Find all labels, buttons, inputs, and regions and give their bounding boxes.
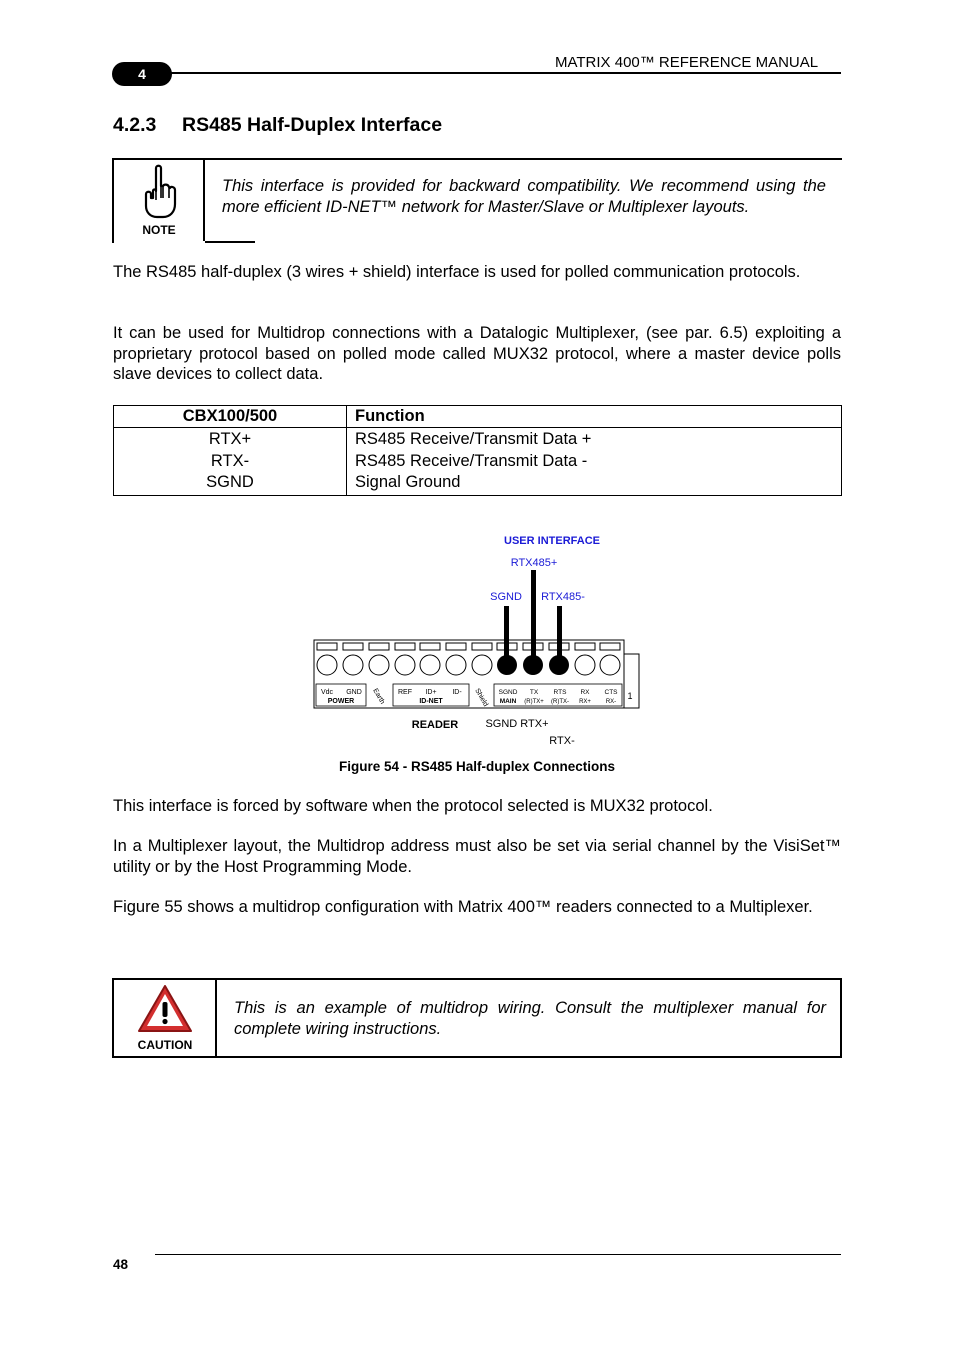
footer-rule bbox=[155, 1254, 841, 1255]
pin-function: RS485 Receive/Transmit Data + bbox=[355, 430, 592, 448]
section-heading bbox=[113, 114, 442, 137]
terminal-label: GND bbox=[346, 689, 362, 696]
section-number: 4.2.3 bbox=[113, 114, 157, 136]
figure-caption: Figure 54 - RS485 Half-duplex Connections bbox=[338, 759, 616, 774]
user-interface-label: USER INTERFACE bbox=[504, 535, 600, 547]
table-cell-functions bbox=[347, 428, 842, 496]
wire-label-sgnd: SGND bbox=[490, 591, 522, 603]
manual-title: MATRIX 400™ REFERENCE MANUAL bbox=[555, 54, 819, 71]
pin-function: Signal Ground bbox=[355, 473, 461, 491]
paragraph-rs485-intro: The RS485 half-duplex (3 wires + shield) interface is used for polled communication protocols. bbox=[113, 263, 801, 281]
reader-pins-label: SGND RTX+ bbox=[485, 718, 549, 730]
paragraph-mux32: This interface is forced by software when the protocol selected is MUX32 protocol. bbox=[113, 797, 713, 815]
wiring-diagram bbox=[300, 525, 660, 755]
terminal-label: SGND bbox=[498, 689, 518, 696]
wire-label-rtx-plus: RTX485+ bbox=[510, 557, 558, 569]
header-rule bbox=[150, 72, 841, 74]
terminal-label: TX bbox=[529, 689, 539, 696]
pin-function: RS485 Receive/Transmit Data - bbox=[355, 451, 588, 470]
pin-name: SGND bbox=[206, 473, 254, 491]
terminal-label: ID+ bbox=[425, 689, 437, 696]
terminal-label: CTS bbox=[604, 689, 618, 696]
paragraph-figure-reference: Figure 55 shows a multidrop configuration with Matrix 400™ readers connected to a Multiplexer. bbox=[113, 898, 813, 916]
reader-pin-rtx-minus: RTX- bbox=[549, 735, 575, 747]
wire-label-rtx-minus: RTX485- bbox=[541, 591, 585, 603]
note-divider bbox=[203, 160, 205, 241]
note-text: This interface is provided for backward compatibility. We recommend using the more efficient ID-NET™ network for Master/Slave or Multiplexer layouts. bbox=[222, 177, 826, 216]
terminal-sublabel: RX- bbox=[605, 699, 617, 705]
note-box bbox=[112, 158, 842, 243]
table-cell-pins bbox=[114, 428, 347, 496]
table-header-cell: CBX100/500 bbox=[114, 406, 347, 428]
terminal-label: RTS bbox=[553, 689, 567, 696]
table-header-cell: Function bbox=[347, 406, 842, 428]
chapter-badge: 4 bbox=[112, 62, 172, 86]
terminal-label: REF bbox=[398, 689, 412, 696]
section-title: RS485 Half-Duplex Interface bbox=[182, 114, 443, 136]
terminal-sublabel: (R)TX+ bbox=[524, 699, 544, 705]
terminal-label: Shield bbox=[473, 687, 490, 708]
page-number: 48 bbox=[113, 1257, 129, 1272]
table-header-row bbox=[114, 406, 842, 428]
caution-label: CAUTION bbox=[137, 1038, 193, 1052]
pin-table bbox=[113, 405, 842, 496]
paragraph-multiplexer-address: In a Multiplexer layout, the Multidrop address must also be set via serial channel by the VisiSet™ utility or by the Host Programming Mode. bbox=[113, 837, 841, 876]
paragraph-multidrop: It can be used for Multidrop connections with a Datalogic Multiplexer, (see par. 6.5) exploiting a proprietary protocol based on polled mode called MUX32 protocol, where a master device polls slave devices to collect data. bbox=[113, 324, 841, 383]
terminal-label: RX bbox=[580, 689, 590, 696]
caution-text: This is an example of multidrop wiring. Consult the multiplexer manual for complete wiring instructions. bbox=[234, 999, 826, 1038]
caution-divider bbox=[215, 980, 217, 1056]
terminal-group-label: MAIN bbox=[499, 698, 517, 705]
table-row bbox=[114, 428, 842, 496]
terminal-group-label: POWER bbox=[327, 698, 355, 705]
warning-triangle-icon bbox=[136, 983, 194, 1035]
terminal-number: 1 bbox=[627, 691, 633, 701]
terminal-group-label: ID-NET bbox=[419, 698, 443, 705]
reader-label: READER bbox=[411, 719, 459, 731]
rs485-wires bbox=[497, 570, 569, 675]
terminal-label: ID- bbox=[452, 689, 462, 696]
caution-box bbox=[112, 978, 842, 1058]
note-label: NOTE bbox=[142, 223, 176, 237]
pin-name: RTX+ bbox=[208, 430, 252, 448]
terminal-label: Earth bbox=[371, 687, 386, 706]
terminal-sublabel: RX+ bbox=[579, 699, 591, 705]
pointing-hand-icon bbox=[142, 164, 178, 220]
pin-name: RTX- bbox=[210, 451, 250, 470]
terminal-label: Vdc bbox=[320, 689, 334, 696]
terminal-sublabel: (R)TX- bbox=[551, 699, 569, 705]
